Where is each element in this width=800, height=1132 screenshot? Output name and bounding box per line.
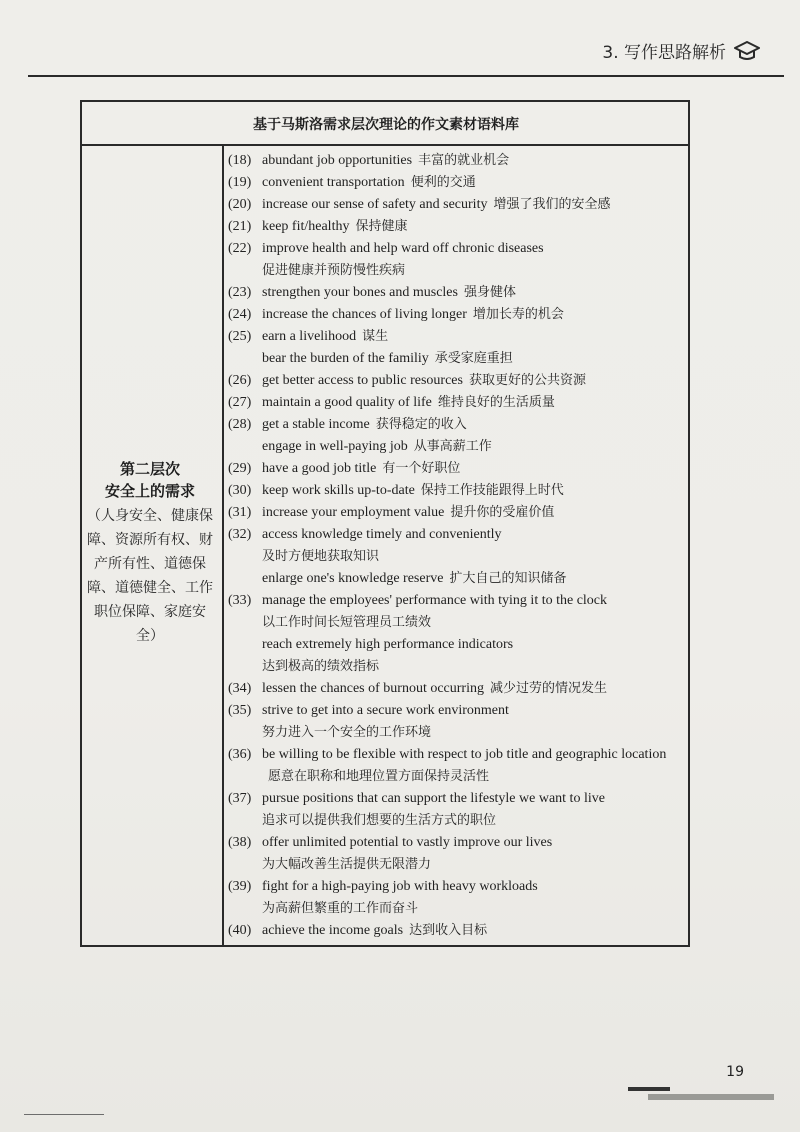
entry-number: (19) (228, 175, 252, 190)
page-number: 19 (726, 1064, 744, 1080)
entry-english: achieve the income goals (262, 923, 404, 938)
entry-english: strengthen your bones and muscles (262, 285, 458, 300)
entry-english: have a good job title (262, 461, 377, 476)
entry-number: (38) (228, 835, 252, 850)
entry-english: be willing to be flexible with respect to job title and geographic location (262, 747, 667, 762)
entry-english: keep fit/healthy (262, 219, 350, 234)
entry-number: (28) (228, 417, 252, 432)
entry-28 (228, 414, 684, 458)
entry-english: abundant job opportunities (262, 153, 413, 168)
header-rule (28, 75, 784, 77)
entry-32 (228, 524, 684, 590)
entry-chinese: 提升你的受雇价值 (450, 505, 555, 520)
entry-number: (27) (228, 395, 252, 410)
entry-24 (228, 304, 684, 326)
entry-chinese: 丰富的就业机会 (418, 153, 510, 168)
entry-english: earn a livelihood (262, 329, 357, 344)
table-border-top (80, 100, 690, 102)
entry-39 (228, 876, 684, 920)
entry-english: pursue positions that can support the lifestyle we want to live (262, 791, 605, 806)
entry-english: get better access to public resources (262, 373, 463, 388)
entry-english: convenient transportation (262, 175, 405, 190)
footer-accent-bar (628, 1087, 670, 1091)
entry-english: increase your employment value (262, 505, 445, 520)
entry-number: (21) (228, 219, 252, 234)
entry-19 (228, 172, 684, 194)
entry-27 (228, 392, 684, 414)
entry-english-alt: engage in well-paying job (262, 439, 408, 454)
entry-number: (24) (228, 307, 252, 322)
entry-number: (31) (228, 505, 252, 520)
entry-chinese: 保持工作技能跟得上时代 (420, 483, 564, 498)
table-border-bottom (80, 945, 690, 947)
level-name: 第二层次 (119, 460, 180, 478)
entry-english-alt: bear the burden of the familiy (262, 351, 429, 366)
entry-number: (40) (228, 923, 252, 938)
graduation-cap-icon (734, 41, 760, 61)
entry-40 (228, 920, 684, 942)
entry-english: improve health and help ward off chronic diseases (262, 241, 544, 256)
entry-number: (22) (228, 241, 252, 256)
entry-english: lessen the chances of burnout occurring (262, 681, 484, 696)
entry-english: access knowledge timely and conveniently (262, 527, 502, 542)
entry-number: (26) (228, 373, 252, 388)
entry-chinese: 谋生 (362, 329, 389, 344)
entry-29 (228, 458, 684, 480)
footer-grey-bar (648, 1094, 774, 1100)
level-description: （人身安全、健康保障、资源所有权、财产所有性、道德保障、道德健全、工作职位保障、家庭安全） (87, 508, 213, 644)
footer-rule (24, 1114, 104, 1115)
entry-chinese: 减少过劳的情况发生 (489, 681, 607, 696)
entry-26 (228, 370, 684, 392)
chapter-title: 3. 写作思路解析 (602, 43, 726, 63)
table-border-right (688, 100, 690, 946)
entry-english: maintain a good quality of life (262, 395, 432, 410)
entry-number: (30) (228, 483, 252, 498)
entry-number: (37) (228, 791, 252, 806)
table-column-divider (222, 144, 224, 946)
entry-34 (228, 678, 684, 700)
level-cell (80, 458, 220, 648)
entry-number: (29) (228, 461, 252, 476)
entry-list (228, 150, 684, 942)
entry-chinese: 及时方便地获取知识 (262, 549, 380, 564)
entry-english-alt: reach extremely high performance indicators (262, 637, 514, 652)
entry-chinese: 愿意在职称和地理位置方面保持灵活性 (268, 769, 490, 784)
entry-english: fight for a high-paying job with heavy workloads (262, 879, 538, 894)
entry-chinese: 为大幅改善生活提供无限潜力 (262, 857, 432, 872)
entry-english: manage the employees' performance with tying it to the clock (262, 593, 608, 608)
entry-number: (34) (228, 681, 252, 696)
entry-chinese: 以工作时间长短管理员工绩效 (262, 615, 432, 630)
entry-chinese: 努力进入一个安全的工作环境 (262, 725, 432, 740)
entry-31 (228, 502, 684, 524)
entry-number: (23) (228, 285, 252, 300)
entry-chinese: 保持健康 (355, 219, 408, 234)
entry-chinese: 获取更好的公共资源 (468, 373, 586, 388)
table-title: 基于马斯洛需求层次理论的作文素材语料库 (253, 117, 519, 133)
entry-number: (36) (228, 747, 252, 762)
entry-chinese: 达到收入目标 (409, 923, 488, 938)
entry-english-alt: enlarge one's knowledge reserve (262, 571, 444, 586)
entry-number: (35) (228, 703, 252, 718)
entry-english: strive to get into a secure work environment (262, 703, 509, 718)
entry-chinese-alt: 从事高薪工作 (413, 439, 492, 454)
entry-chinese: 增强了我们的安全感 (493, 197, 611, 212)
entry-chinese: 为高薪但繁重的工作而奋斗 (262, 901, 419, 916)
entry-english: get a stable income (262, 417, 370, 432)
entry-25 (228, 326, 684, 370)
entry-english: keep work skills up-to-date (262, 483, 415, 498)
entry-english: offer unlimited potential to vastly improve our lives (262, 835, 553, 850)
chapter-header (520, 38, 760, 63)
entry-35 (228, 700, 684, 744)
entry-chinese: 维持良好的生活质量 (437, 395, 555, 410)
entry-38 (228, 832, 684, 876)
entry-chinese: 追求可以提供我们想要的生活方式的职位 (262, 813, 497, 828)
table-header-divider (80, 144, 690, 146)
entry-chinese: 便利的交通 (410, 175, 476, 190)
entry-chinese-alt: 扩大自己的知识储备 (449, 571, 567, 586)
entry-english: increase the chances of living longer (262, 307, 467, 322)
entry-chinese: 增加长寿的机会 (472, 307, 564, 322)
entry-chinese: 获得稳定的收入 (375, 417, 467, 432)
entry-number: (39) (228, 879, 252, 894)
entry-chinese: 有一个好职位 (382, 461, 461, 476)
entry-21 (228, 216, 684, 238)
entry-20 (228, 194, 684, 216)
entry-36 (228, 744, 684, 788)
entry-37 (228, 788, 684, 832)
entry-18 (228, 150, 684, 172)
entry-number: (18) (228, 153, 252, 168)
entry-number: (20) (228, 197, 252, 212)
entry-chinese-alt: 承受家庭重担 (434, 351, 513, 366)
entry-number: (33) (228, 593, 252, 608)
entry-23 (228, 282, 684, 304)
entry-number: (32) (228, 527, 252, 542)
entry-chinese: 促进健康并预防慢性疾病 (262, 263, 406, 278)
entry-number: (25) (228, 329, 252, 344)
entry-chinese: 强身健体 (463, 285, 516, 300)
level-need: 安全上的需求 (104, 482, 195, 500)
entry-english: increase our sense of safety and security (262, 197, 488, 212)
entry-33 (228, 590, 684, 678)
entry-chinese-alt: 达到极高的绩效指标 (262, 659, 380, 674)
entry-30 (228, 480, 684, 502)
entry-22 (228, 238, 684, 282)
